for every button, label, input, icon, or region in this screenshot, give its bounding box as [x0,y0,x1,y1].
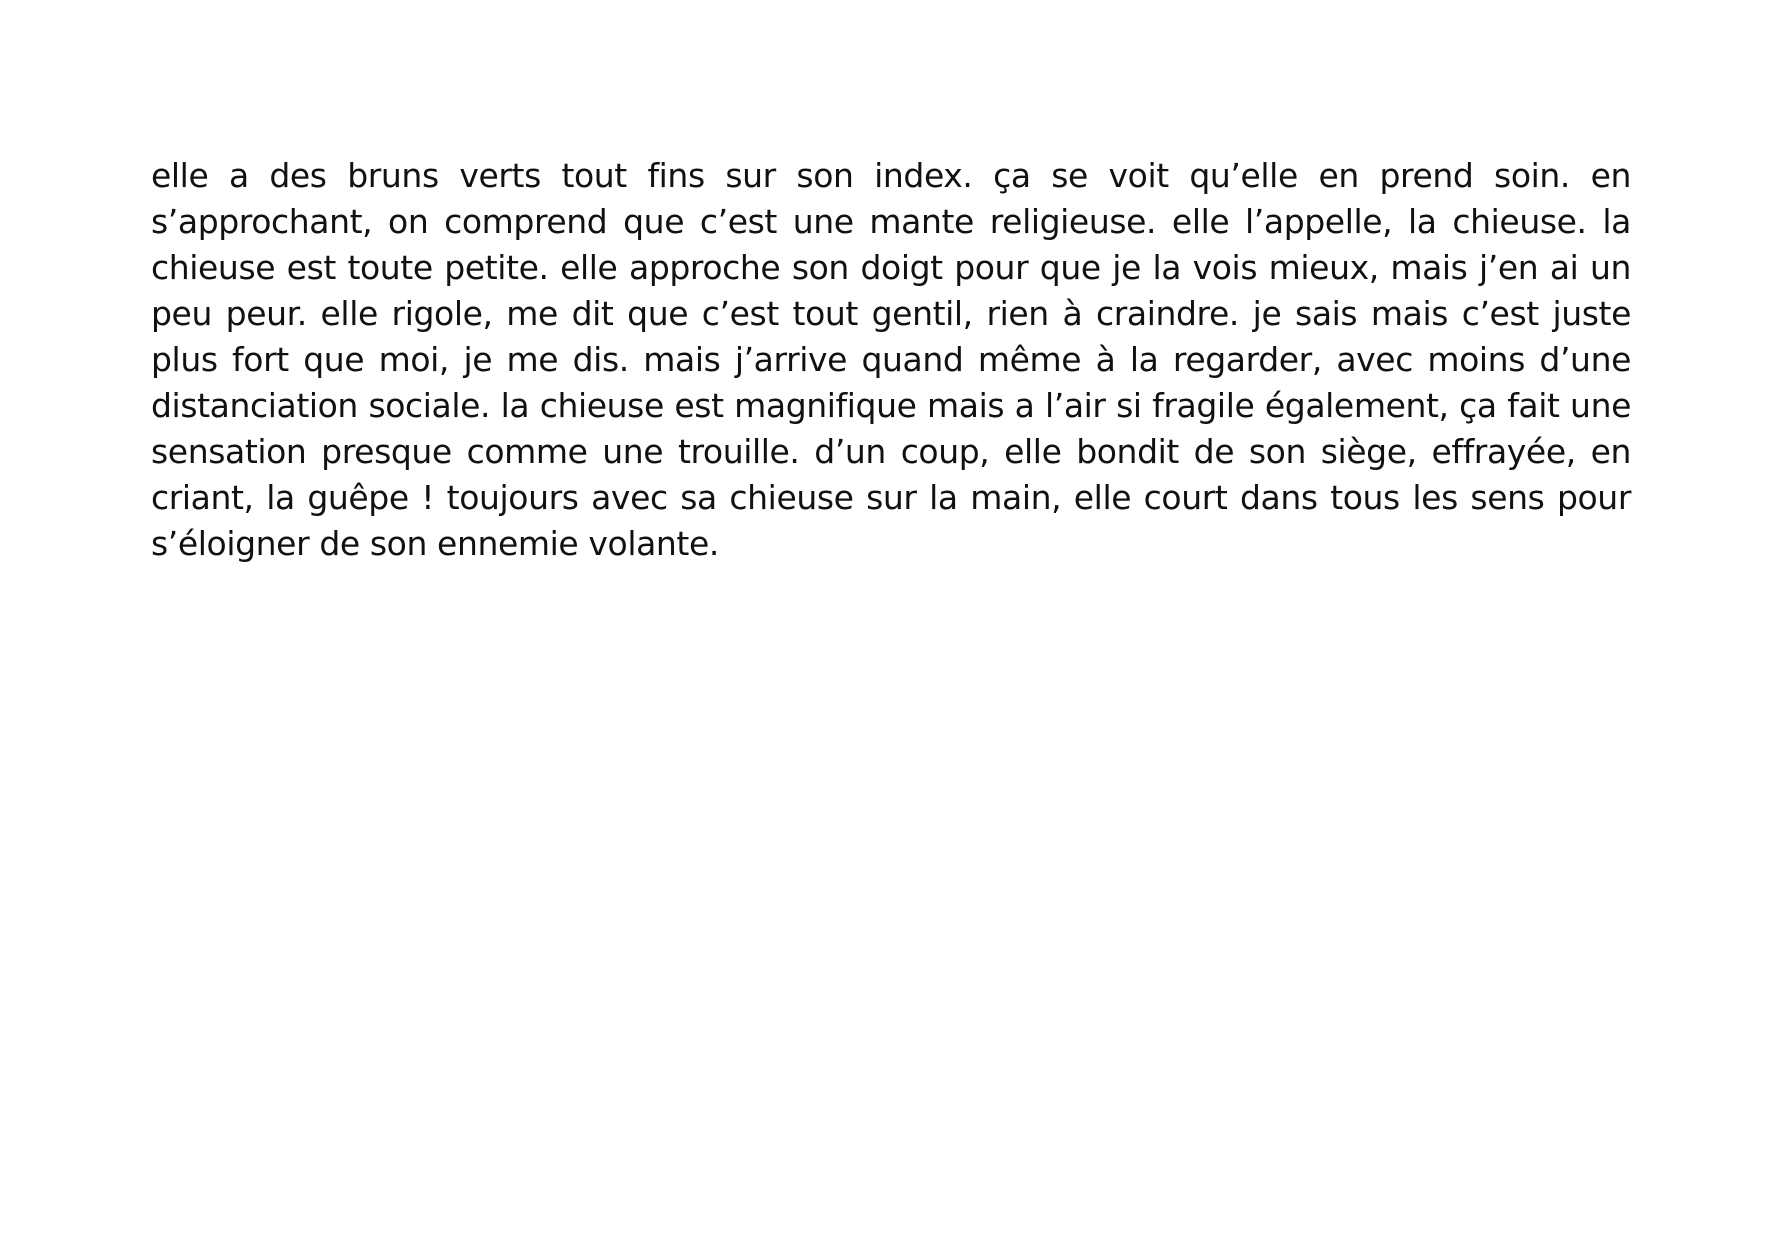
body-paragraph: elle a des bruns verts tout fins sur son index. ça se voit qu’elle en prend soin. en s’approchant, on comprend que c’est une mante religieuse. elle l’appelle, la chieuse. la chieuse est toute petite. elle approche son doigt pour que je la vois mieux, mais j’en ai un peu peur. elle rigole, me dit que c’est tout gentil, rien à craindre. je sais mais c’est juste plus fort que moi, je me dis. mais j’arrive quand même à la regarder, avec moins d’une distanciation sociale. la chieuse est magnifique mais a l’air si fragile également, ça fait une sensation presque comme une trouille. d’un coup, elle bondit de son siège, effrayée, en criant, la guêpe ! toujours avec sa chieuse sur la main, elle court dans tous les sens pour s’éloigner de son ennemie volante. [151,156,1631,563]
